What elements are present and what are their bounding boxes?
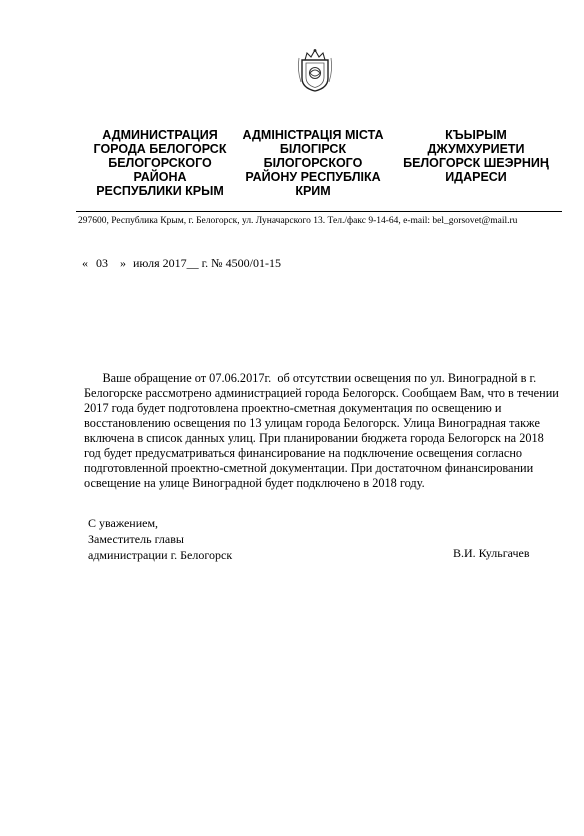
- header-line: РЕСПУБЛИКИ КРЫМ: [96, 184, 224, 198]
- open-quote: «: [82, 256, 88, 270]
- header-line: АДМІНІСТРАЦІЯ МІСТА: [242, 128, 384, 142]
- date-day: 03: [96, 256, 108, 270]
- header-line: БІЛОГІРСК: [279, 142, 347, 156]
- body-line: освещение на улице Виноградной будет подключено в 2018 году.: [84, 476, 425, 490]
- header-line: ДЖУМХУРИЕТИ: [427, 142, 525, 156]
- header-line: РАЙОНА: [133, 170, 187, 184]
- header-line: БІЛОГОРСКОГО: [263, 156, 363, 170]
- letter-body: [84, 371, 559, 491]
- header-line: КЪЫРЫМ: [445, 128, 507, 142]
- body-line: восстановлению освещения по 13 улицам города Белогорск. Улица Виноградная также: [84, 416, 540, 430]
- header-line: ИДАРЕСИ: [445, 170, 507, 184]
- date-month-year: июля 2017__ г.: [133, 256, 209, 270]
- closing-block: [88, 515, 232, 563]
- header-line: РАЙОНУ РЕСПУБЛІКА: [245, 170, 381, 184]
- header-line: БЕЛОГОРСКОГО: [108, 156, 212, 170]
- body-line: подготовленной проектно-сметной документации. При достаточном финансировании: [84, 461, 534, 475]
- body-line: Белогорске рассмотрено администрацией города Белогорск. Сообщаем Вам, что в течении: [84, 386, 559, 400]
- header-russian: [74, 128, 246, 198]
- document-number: № 4500/01-15: [211, 256, 281, 270]
- header-line: АДМИНИСТРАЦИЯ: [102, 128, 218, 142]
- signer-name: В.И. Кульгачев: [453, 546, 530, 560]
- coat-of-arms-icon: [296, 48, 334, 92]
- header-line: БЕЛОГОРСК ШЕЭРНИҢ: [403, 156, 549, 170]
- closing-line: администрации г. Белогорск: [88, 548, 233, 562]
- header-line: ГОРОДА БЕЛОГОРСК: [93, 142, 227, 156]
- header-divider: [76, 211, 562, 212]
- contact-address: 297600, Республика Крым, г. Белогорск, ул. Луначарского 13. Тел./факс 9-14-64, e-mail: bel_gorsovet@mail.ru: [78, 216, 518, 226]
- body-line: год будет предусматриваться финансирование на подключение освещения согласно: [84, 446, 523, 460]
- header-ukrainian: [232, 128, 394, 198]
- closing-line: С уважением,: [88, 516, 159, 530]
- header-crimean-tatar: [392, 128, 560, 184]
- body-line: 2017 года будет подготовлена проектно-сметная документация по освещению и: [84, 401, 502, 415]
- body-line: Ваше обращение от 07.06.2017г. об отсутствии освещения по ул. Виноградной в г.: [84, 371, 537, 385]
- closing-line: Заместитель главы: [88, 532, 184, 546]
- close-quote: »: [120, 256, 126, 270]
- header-line: КРИМ: [295, 184, 331, 198]
- body-line: включена в список данных улиц. При планировании бюджета города Белогорск на 2018: [84, 431, 544, 445]
- date-number-line: [82, 256, 281, 271]
